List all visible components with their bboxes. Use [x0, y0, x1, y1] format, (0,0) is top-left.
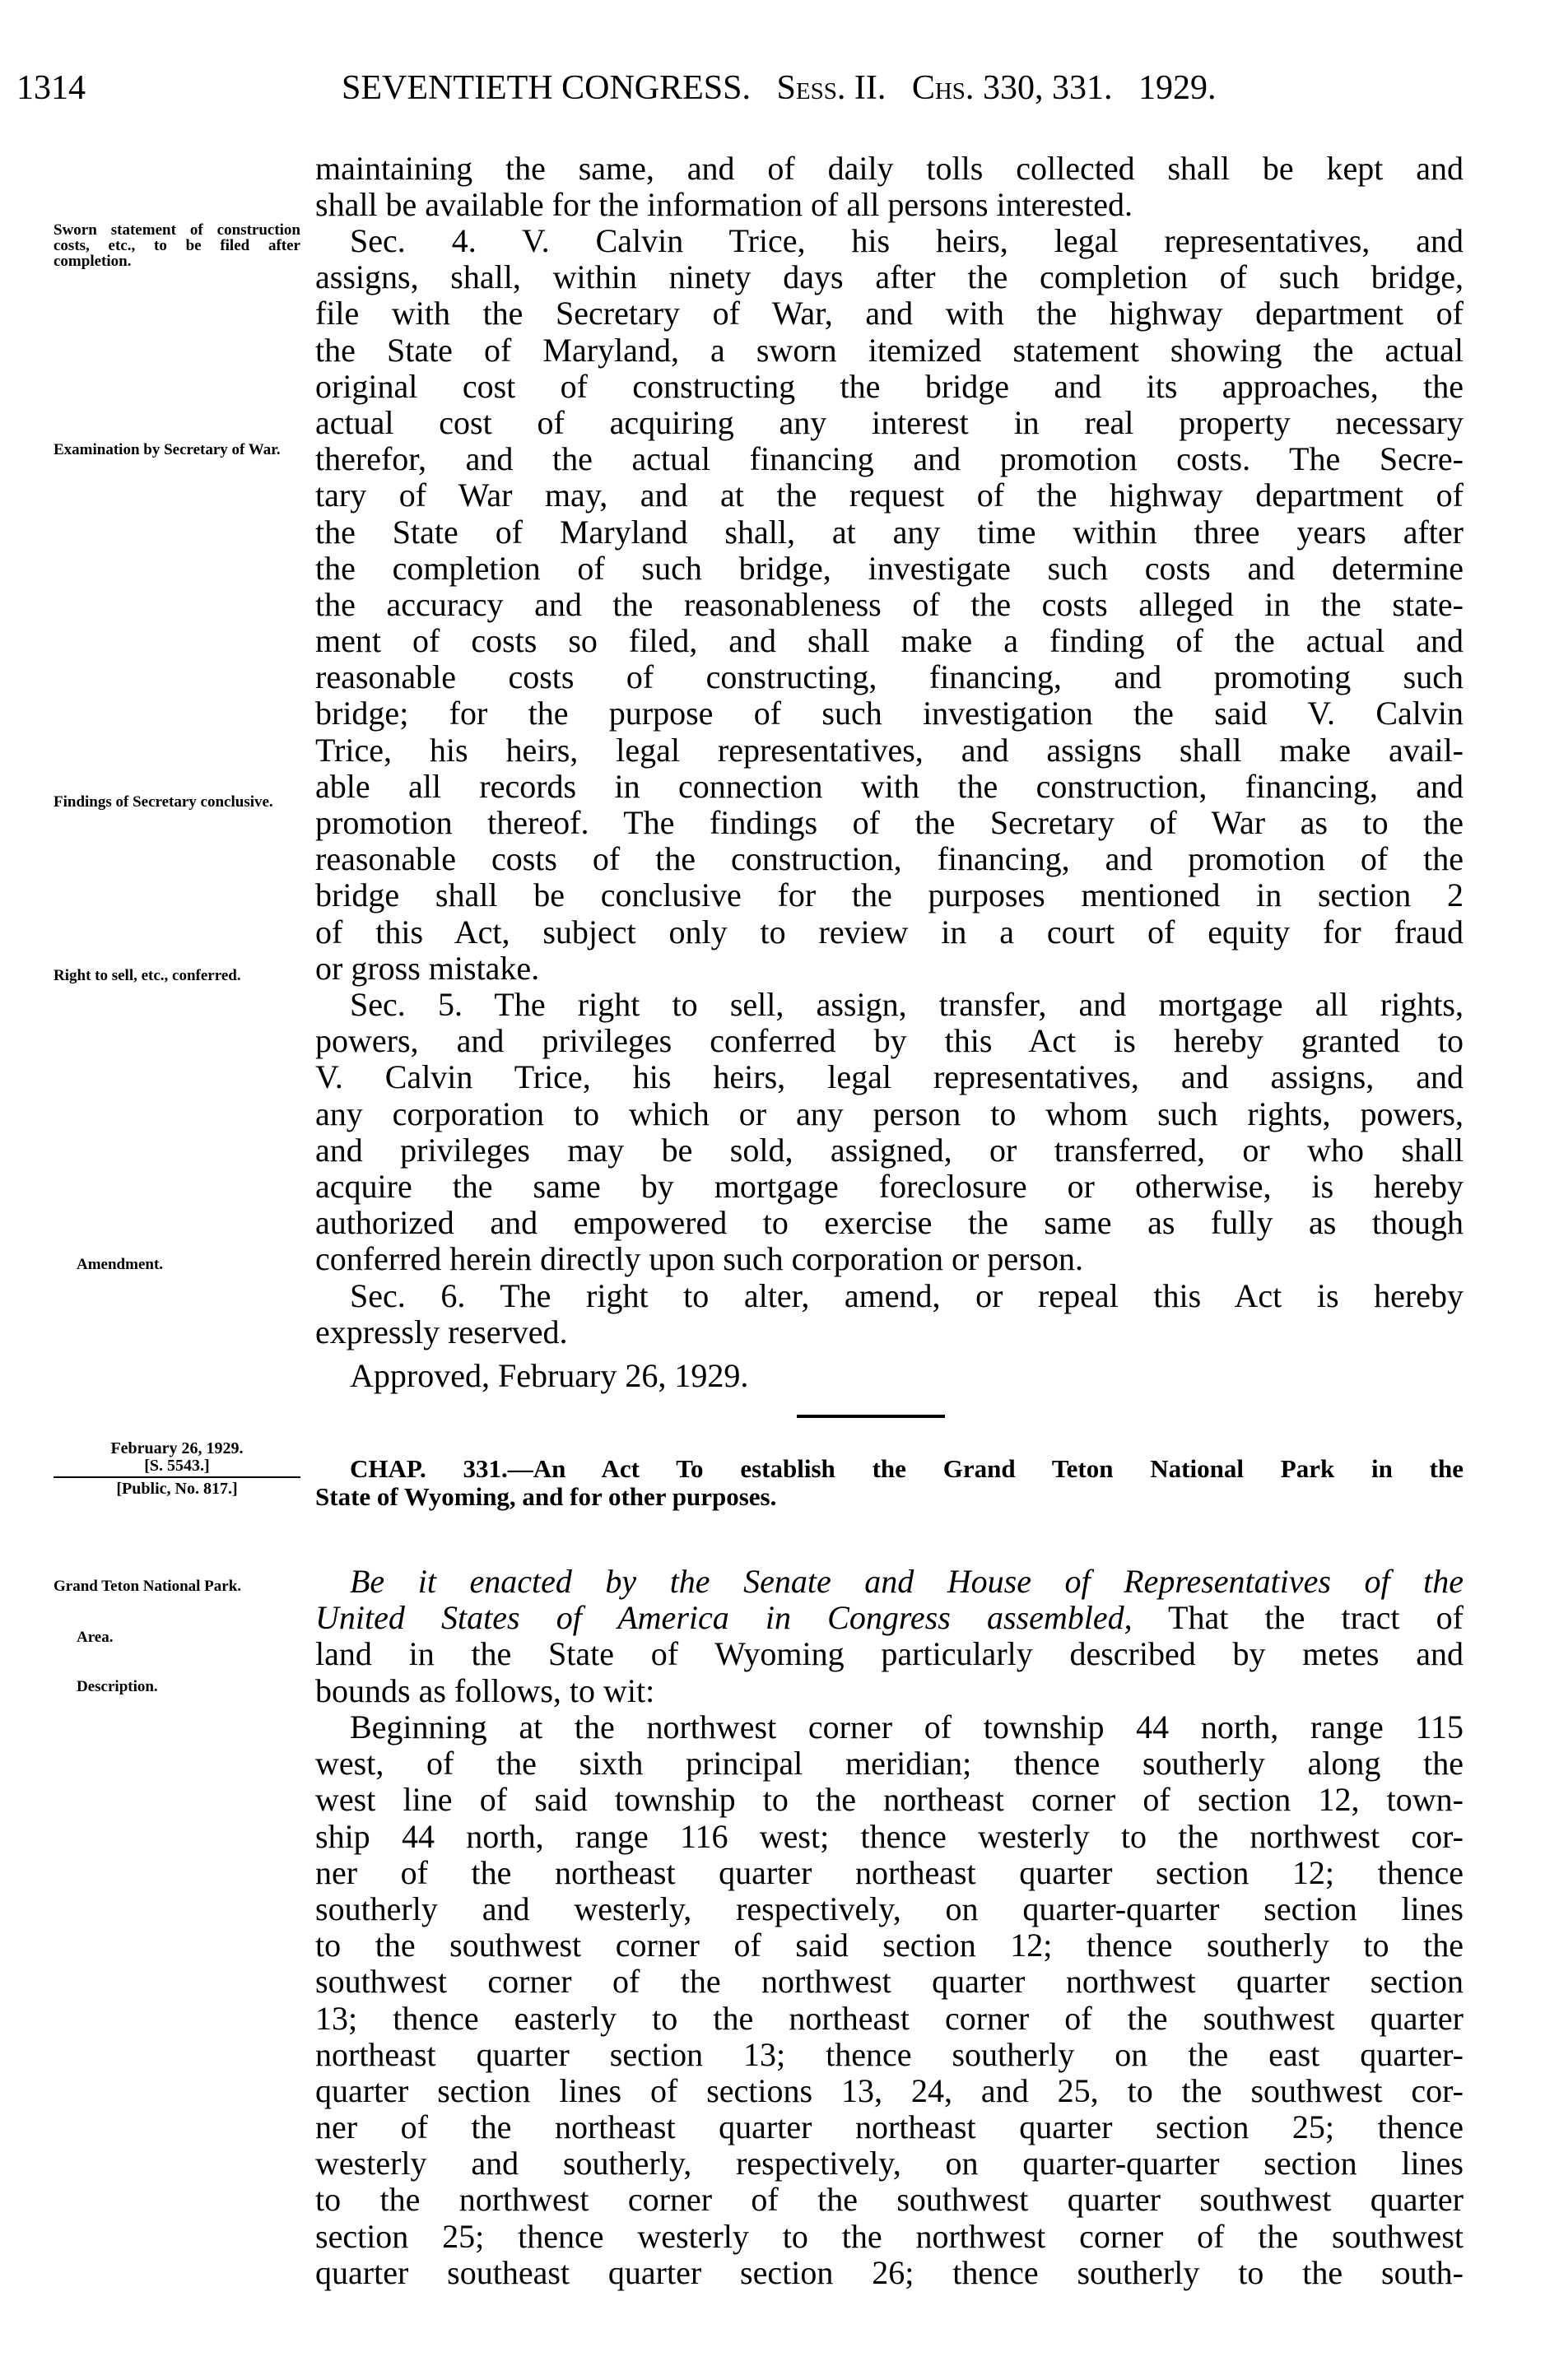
text-line: able all records in connection with the construction, financing, and — [315, 767, 1464, 805]
margin-note-grand-teton: Grand Teton National Park. — [54, 1578, 242, 1595]
text-line: the State of Maryland shall, at any time within three years after — [315, 513, 1464, 551]
text-line: acquire the same by mortgage foreclosure or otherwise, is hereby — [315, 1167, 1464, 1205]
enacting-clause — [315, 1564, 1464, 1709]
text-line: section 25; thence westerly to the northwest corner of the southwest — [315, 2217, 1464, 2255]
senate-bill-number: [S. 5543.] — [144, 1457, 210, 1475]
text-line: westerly and southerly, respectively, on quarter-quarter section lines — [315, 2145, 1464, 2182]
chapter-title-line: CHAP. 331.—An Act To establish the Grand Teton National Park in the — [350, 1454, 1464, 1483]
text-line: any corporation to which or any person to whom such rights, powers, — [315, 1095, 1464, 1132]
text-line: 13; thence easterly to the northeast corner of the southwest quarter — [315, 1999, 1464, 2037]
margin-note-findings: Findings of Secretary conclusive. — [54, 793, 273, 811]
text-line: land in the State of Wyoming particularly described by metes and — [315, 1635, 1464, 1673]
text-line: ment of costs so filed, and shall make a finding of the actual and — [315, 622, 1464, 660]
text-line: therefor, and the actual financing and promotion costs. The Secre- — [315, 440, 1464, 478]
text-line: powers, and privileges conferred by this Act is hereby granted to — [315, 1022, 1464, 1060]
enacting-clause-line — [315, 1600, 1464, 1636]
text-line: ner of the northeast quarter northeast quarter section 25; thence — [315, 2108, 1464, 2146]
session-number: II. — [854, 69, 887, 107]
enacting-clause-text: That the tract of — [1132, 1599, 1464, 1637]
margin-note-sworn-statement: Sworn statement of construction costs, etc., to be filed after completion. — [54, 221, 300, 270]
chapter-title — [315, 1455, 1464, 1511]
congress-name: SEVENTIETH CONGRESS. — [342, 69, 752, 107]
sidebar-rule — [54, 1476, 300, 1478]
margin-note-area: Area. — [77, 1629, 114, 1646]
text-line: shall be available for the information of all persons interested. — [315, 186, 1133, 224]
text-line: bridge shall be conclusive for the purposes mentioned in section 2 — [315, 876, 1464, 914]
text-line: V. Calvin Trice, his heirs, legal representatives, and assigns, and — [315, 1058, 1464, 1096]
margin-note-right-to-sell: Right to sell, etc., conferred. — [54, 967, 241, 984]
chapter-title-line: State of Wyoming, and for other purposes. — [315, 1482, 777, 1511]
text-line: original cost of constructing the bridge and its approaches, the — [315, 367, 1464, 405]
enacting-clause-italic: United States of America in Congress assembled, — [315, 1599, 1133, 1637]
text-line: the completion of such bridge, investigate such costs and determine — [315, 549, 1464, 587]
section-heading-line: Sec. 6. The right to alter, amend, or repeal this Act is hereby — [350, 1277, 1464, 1314]
text-line: southerly and westerly, respectively, on quarter-quarter section lines — [315, 1890, 1464, 1927]
section-5 — [315, 987, 1464, 1278]
text-line: conferred herein directly upon such corporation or person. — [315, 1240, 1083, 1278]
running-header — [16, 67, 1465, 109]
text-line: maintaining the same, and of daily tolls collected shall be kept and — [315, 150, 1464, 187]
text-line: Trice, his heirs, legal representatives, and assigns shall make avail- — [315, 731, 1464, 769]
text-line: quarter southeast quarter section 26; thence southerly to the south- — [315, 2253, 1464, 2291]
text-line: reasonable costs of constructing, financing, and promoting such — [315, 658, 1464, 696]
text-line: of this Act, subject only to review in a court of equity for fraud — [315, 913, 1464, 951]
margin-note-amendment: Amendment. — [77, 1256, 164, 1273]
section-6 — [315, 1278, 1464, 1350]
enactment-date: February 26, 1929. — [110, 1439, 244, 1457]
text-line: and privileges may be sold, assigned, or transferred, or who shall — [315, 1131, 1464, 1169]
page-number: 1314 — [16, 69, 86, 107]
text-line: northeast quarter section 13; thence southerly on the east quarter- — [315, 2035, 1464, 2073]
text-line: authorized and empowered to exercise the same as fully as though — [315, 1204, 1464, 1242]
text-line: or gross mistake. — [315, 949, 540, 987]
approval — [315, 1358, 1464, 1394]
section-4 — [315, 223, 1464, 987]
margin-note-examination: Examination by Secretary of War. — [54, 441, 281, 458]
boundary-description — [315, 1709, 1464, 2291]
text-line: bridge; for the purpose of such investigation the said V. Calvin — [315, 695, 1464, 732]
text-line: tary of War may, and at the request of the highway department of — [315, 476, 1464, 514]
chapter-sidebar — [54, 1440, 300, 1498]
text-line: promotion thereof. The findings of the Secretary of War as to the — [315, 804, 1464, 841]
running-head-title — [342, 67, 1216, 109]
text-line: southwest corner of the northwest quarter northwest quarter section — [315, 1963, 1464, 2001]
chapter-divider — [797, 1415, 945, 1418]
text-line: the State of Maryland, a sworn itemized statement showing the actual — [315, 331, 1464, 369]
text-line: reasonable costs of the construction, financing, and promotion of the — [315, 840, 1464, 878]
text-line: Beginning at the northwest corner of township 44 north, range 115 — [350, 1708, 1464, 1745]
session-label: Sess. — [776, 69, 846, 107]
text-line: west, of the sixth principal meridian; thence southerly along the — [315, 1745, 1464, 1783]
section-heading-line: Sec. 5. The right to sell, assign, transfer, and mortgage all rights, — [350, 986, 1464, 1023]
text-line: ship 44 north, range 116 west; thence westerly to the northwest cor- — [315, 1817, 1464, 1855]
chapters-label: Chs. — [911, 69, 975, 107]
section-heading-line: Sec. 4. V. Calvin Trice, his heirs, legal representatives, and — [350, 222, 1464, 259]
text-line: file with the Secretary of War, and with the highway department of — [315, 295, 1464, 332]
year: 1929. — [1138, 69, 1217, 107]
text-line: the accuracy and the reasonableness of the costs alleged in the state- — [315, 585, 1464, 623]
enacting-clause-italic: Be it enacted by the Senate and House of Representatives of the — [350, 1563, 1464, 1600]
text-line: bounds as follows, to wit: — [315, 1671, 655, 1709]
text-line: west line of said township to the northeast corner of section 12, town- — [315, 1781, 1464, 1819]
text-line: assigns, shall, within ninety days after the completion of such bridge, — [315, 258, 1464, 296]
continued-section — [315, 151, 1464, 223]
margin-note-description: Description. — [77, 1678, 158, 1695]
text-line: to the southwest corner of said section 12; thence southerly to the — [315, 1927, 1464, 1964]
public-law-number: [Public, No. 817.] — [116, 1480, 238, 1498]
text-line: expressly reserved. — [315, 1313, 568, 1351]
text-line: quarter section lines of sections 13, 24, and 25, to the southwest cor- — [315, 2071, 1464, 2109]
text-line: actual cost of acquiring any interest in real property necessary — [315, 403, 1464, 441]
chapter-numbers: 330, 331. — [982, 69, 1113, 107]
text-line: ner of the northeast quarter northeast quarter section 12; thence — [315, 1853, 1464, 1891]
text-line: to the northwest corner of the southwest quarter southwest quarter — [315, 2181, 1464, 2219]
approval-date: Approved, February 26, 1929. — [350, 1357, 749, 1394]
